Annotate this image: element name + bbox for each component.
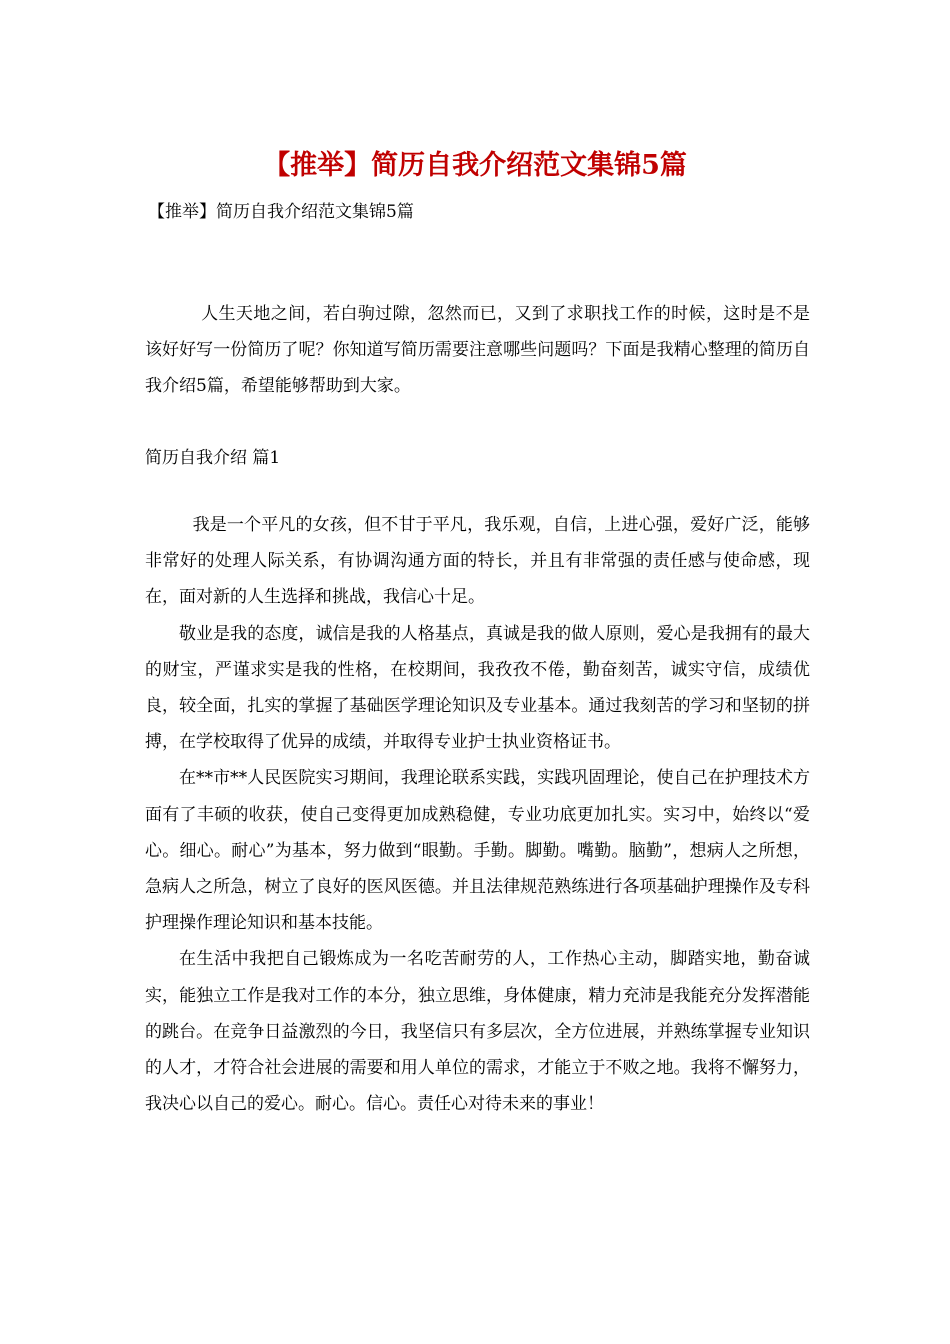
section-heading: 简历自我介绍 篇1 xyxy=(145,448,281,468)
section-body xyxy=(145,507,810,1122)
document-title: 【推举】简历自我介绍范文集锦5篇 xyxy=(263,150,687,181)
body-paragraph: 我是一个平凡的女孩，但不甘于平凡，我乐观，自信，上进心强，爱好广泛，能够非常好的处理人际关系，有协调沟通方面的特长，并且有非常强的责任感与使命感，现在，面对新的人生选择和挑战，我信心十足。 xyxy=(145,515,810,608)
intro-paragraph: 人生天地之间，若白驹过隙，忽然而已，又到了求职找工作的时候，这时是不是该好好写一份简历了呢？你知道写简历需要注意哪些问题吗？下面是我精心整理的简历自我介绍5篇，希望能够帮助到大家。 xyxy=(145,304,810,397)
body-paragraph: 敬业是我的态度，诚信是我的人格基点，真诚是我的做人原则，爱心是我拥有的最大的财宝，严谨求实是我的性格，在校期间，我孜孜不倦，勤奋刻苦，诚实守信，成绩优良，较全面，扎实的掌握了基础医学理论知识及专业基本。通过我刻苦的学习和坚韧的拼搏，在学校取得了优异的成绩，并取得专业护士执业资格证书。 xyxy=(145,623,810,753)
body-paragraph: 在**市**人民医院实习期间，我理论联系实践，实践巩固理论，使自己在护理技术方面有了丰硕的收获，使自己变得更加成熟稳健，专业功底更加扎实。实习中，始终以“爱心。细心。耐心”为基本，努力做到“眼勤。手勤。脚勤。嘴勤。脑勤”，想病人之所想，急病人之所急，树立了良好的医风医德。并且法律规范熟练进行各项基础护理操作及专科护理操作理论知识和基本技能。 xyxy=(145,768,810,934)
document-subtitle: 【推举】简历自我介绍范文集锦5篇 xyxy=(148,202,414,222)
body-paragraph: 在生活中我把自己锻炼成为一名吃苦耐劳的人，工作热心主动，脚踏实地，勤奋诚实，能独立工作是我对工作的本分，独立思维，身体健康，精力充沛是我能充分发挥潜能的跳台。在竞争日益激烈的今日，我坚信只有多层次，全方位进展，并熟练掌握专业知识的人才，才符合社会进展的需要和用人单位的需求，才能立于不败之地。我将不懈努力，我决心以自己的爱心。耐心。信心。责任心对待未来的事业！ xyxy=(145,949,810,1115)
intro-block xyxy=(145,296,810,405)
